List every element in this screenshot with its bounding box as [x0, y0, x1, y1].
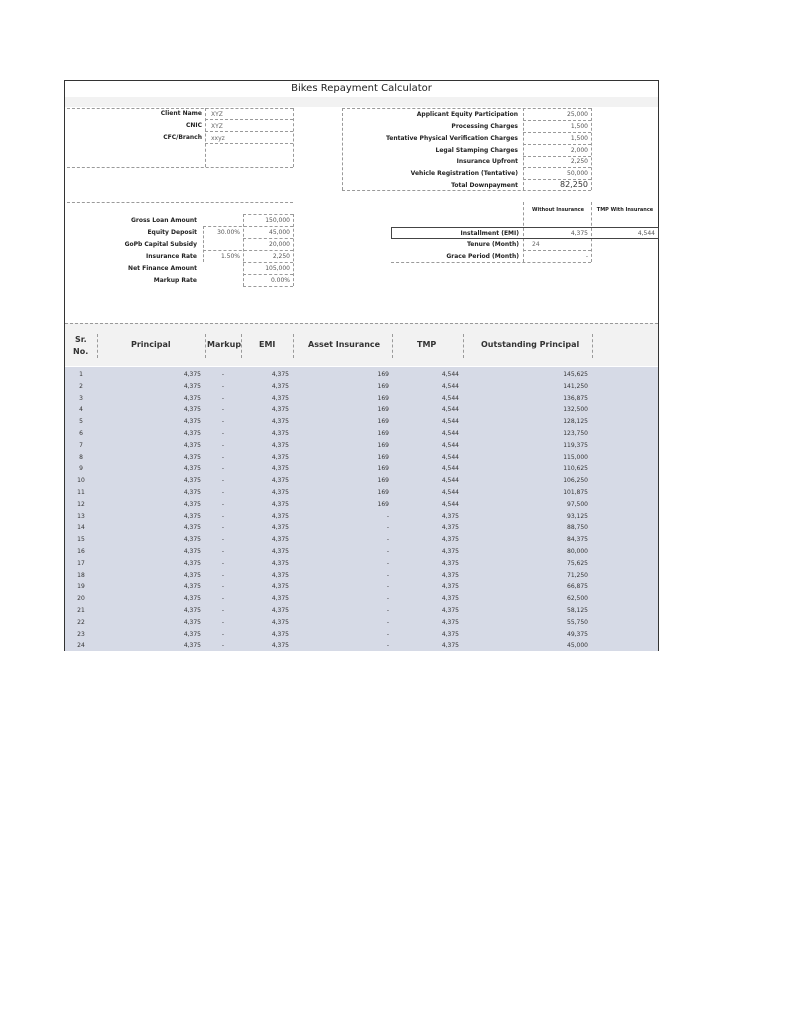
divider	[591, 108, 592, 190]
insurance-upfront-value: 2,250	[570, 158, 588, 165]
asset-insurance-cell: 169	[377, 382, 389, 390]
asset-insurance-header: Asset Insurance	[308, 340, 381, 349]
emi-cell: 4,375	[271, 394, 289, 402]
outstanding-principal-cell: 119,375	[563, 441, 588, 449]
sr-no-cell: 2	[79, 382, 83, 390]
markup-cell: -	[221, 477, 225, 485]
outstanding-principal-cell: 145,625	[563, 371, 588, 378]
title-band	[65, 97, 658, 107]
sr-no-cell: 15	[77, 536, 85, 544]
divider	[342, 190, 591, 191]
divider	[203, 226, 293, 227]
markup-cell: -	[221, 500, 225, 508]
divider	[205, 108, 206, 167]
tmp-cell: 4,544	[441, 489, 459, 496]
emi-label: Installment (EMI)	[460, 230, 519, 237]
net-finance-label: Net Finance Amount	[128, 265, 197, 272]
principal-cell: 4,375	[183, 465, 201, 473]
tmp-cell: 4,544	[441, 465, 459, 473]
principal-header: Principal	[131, 340, 171, 349]
emi-cell: 4,375	[271, 642, 289, 650]
principal-cell: 4,375	[183, 607, 201, 614]
markup-cell: -	[221, 618, 225, 626]
without-insurance-header: Without Insurance	[531, 207, 584, 213]
sr-no-cell: 14	[77, 524, 85, 532]
emi-cell: 4,375	[271, 382, 289, 390]
outstanding-principal-cell: 110,625	[563, 465, 588, 473]
sr-no-cell: 23	[77, 630, 85, 638]
markup-cell: -	[221, 406, 225, 414]
outstanding-principal-cell: 80,000	[567, 548, 588, 555]
asset-insurance-cell: -	[386, 595, 389, 603]
asset-insurance-cell: -	[386, 571, 389, 579]
table-row	[65, 383, 658, 395]
vehicle-registration-label: Vehicle Registration (Tentative)	[410, 170, 518, 177]
cfc-branch-label: CFC/Branch	[163, 134, 202, 141]
sr-header-line2: No.	[73, 347, 89, 356]
sr-no-cell: 16	[77, 548, 85, 555]
table-row	[65, 642, 658, 654]
emi-cell: 4,375	[271, 618, 289, 626]
grace-period-label: Grace Period (Month)	[446, 253, 519, 260]
schedule-header	[65, 323, 658, 366]
outstanding-principal-cell: 66,875	[567, 583, 588, 591]
divider	[523, 156, 591, 157]
emi-cell: 4,375	[271, 500, 289, 508]
asset-insurance-cell: -	[386, 607, 389, 614]
outstanding-principal-cell: 101,875	[563, 489, 588, 496]
principal-cell: 4,375	[183, 630, 201, 638]
cnic-label: CNIC	[185, 122, 202, 129]
markup-cell: -	[221, 607, 225, 614]
table-row	[65, 465, 658, 477]
sr-no-cell: 18	[77, 571, 85, 579]
principal-cell: 4,375	[183, 418, 201, 426]
principal-cell: 4,375	[183, 430, 201, 437]
markup-rate-label: Markup Rate	[153, 277, 197, 284]
emi-cell: 4,375	[271, 406, 289, 414]
legal-stamping-value: 2,000	[570, 147, 588, 154]
markup-header: Markup	[207, 340, 242, 349]
table-row	[65, 560, 658, 572]
divider	[243, 262, 293, 263]
principal-cell: 4,375	[183, 441, 201, 449]
grace-period-value[interactable]: -	[585, 253, 588, 260]
markup-cell: -	[221, 371, 225, 378]
markup-cell: -	[221, 548, 225, 555]
emi-cell: 4,375	[271, 441, 289, 449]
markup-cell: -	[221, 489, 225, 496]
principal-cell: 4,375	[183, 583, 201, 591]
table-row	[65, 607, 658, 619]
tmp-cell: 4,375	[441, 559, 459, 567]
emi-cell: 4,375	[271, 595, 289, 603]
outstanding-principal-cell: 75,625	[567, 559, 588, 567]
insurance-rate-value: 2,250	[272, 253, 290, 260]
outstanding-principal-cell: 55,750	[567, 618, 588, 626]
tmp-cell: 4,544	[441, 477, 459, 485]
tmp-cell: 4,544	[441, 430, 459, 437]
outstanding-header: Outstanding Principal	[481, 340, 580, 349]
divider	[342, 108, 343, 190]
emi-cell: 4,375	[271, 477, 289, 485]
schedule-table-body	[65, 367, 658, 651]
asset-insurance-cell: 169	[377, 441, 389, 449]
divider	[205, 119, 293, 120]
divider	[523, 144, 591, 145]
gross-loan-label: Gross Loan Amount	[130, 217, 197, 224]
principal-cell: 4,375	[183, 571, 201, 579]
divider	[205, 334, 206, 358]
divider	[293, 334, 294, 358]
table-row	[65, 395, 658, 407]
tmp-cell: 4,375	[441, 536, 459, 544]
tmp-cell: 4,544	[441, 441, 459, 449]
outstanding-principal-cell: 84,375	[567, 536, 588, 544]
markup-cell: -	[221, 418, 225, 426]
asset-insurance-cell: -	[386, 548, 389, 555]
processing-charges-label: Processing Charges	[451, 123, 518, 130]
sr-no-cell: 8	[79, 453, 83, 461]
tenure-value[interactable]: 24	[532, 241, 540, 248]
emi-cell: 4,375	[271, 465, 289, 473]
markup-cell: -	[221, 595, 225, 603]
asset-insurance-cell: 169	[377, 489, 389, 496]
emi-cell: 4,375	[271, 453, 289, 461]
asset-insurance-cell: -	[386, 642, 389, 650]
table-row	[65, 501, 658, 513]
sr-no-cell: 20	[77, 595, 85, 603]
markup-rate-value[interactable]: 0.00%	[270, 277, 290, 284]
table-row	[65, 513, 658, 525]
markup-cell: -	[221, 465, 225, 473]
table-row	[65, 430, 658, 442]
gopb-subsidy-value: 20,000	[269, 241, 290, 248]
divider	[203, 250, 293, 251]
emi-cell: 4,375	[271, 630, 289, 638]
vehicle-registration-value: 50,000	[567, 170, 588, 177]
principal-cell: 4,375	[183, 406, 201, 414]
markup-cell: -	[221, 430, 225, 437]
sr-no-cell: 3	[79, 394, 83, 402]
asset-insurance-cell: 169	[377, 430, 389, 437]
asset-insurance-cell: 169	[377, 394, 389, 402]
table-row	[65, 371, 658, 383]
principal-cell: 4,375	[183, 642, 201, 650]
asset-insurance-cell: 169	[377, 371, 389, 378]
divider	[342, 108, 591, 109]
emi-cell: 4,375	[271, 559, 289, 567]
cfc-branch-value[interactable]: xxyz	[211, 135, 225, 142]
divider	[293, 214, 294, 286]
divider	[523, 120, 591, 121]
markup-cell: -	[221, 524, 225, 532]
markup-cell: -	[221, 583, 225, 591]
divider	[592, 334, 593, 358]
outstanding-principal-cell: 132,500	[563, 406, 588, 414]
divider	[243, 214, 293, 215]
principal-cell: 4,375	[183, 500, 201, 508]
tmp-cell: 4,544	[441, 406, 459, 414]
sr-no-cell: 13	[77, 512, 85, 520]
insurance-upfront-label: Insurance Upfront	[456, 158, 518, 165]
principal-cell: 4,375	[183, 559, 201, 567]
outstanding-principal-cell: 62,500	[567, 595, 588, 603]
sr-no-cell: 10	[77, 477, 85, 485]
tmp-cell: 4,375	[441, 630, 459, 638]
processing-charges-value: 1,500	[570, 123, 588, 130]
principal-cell: 4,375	[183, 477, 201, 485]
emi-with-value: 4,544	[637, 230, 655, 237]
divider	[243, 238, 293, 239]
equity-participation-label: Applicant Equity Participation	[416, 111, 518, 118]
insurance-rate-label: Insurance Rate	[146, 253, 197, 260]
equity-deposit-label: Equity Deposit	[147, 229, 197, 236]
table-row	[65, 583, 658, 595]
divider	[523, 167, 591, 168]
sr-no-cell: 5	[79, 418, 83, 426]
tmp-cell: 4,544	[441, 453, 459, 461]
outstanding-principal-cell: 97,500	[567, 500, 588, 508]
asset-insurance-cell: 169	[377, 406, 389, 414]
table-row	[65, 406, 658, 418]
sr-header-line1: Sr.	[75, 335, 87, 344]
sr-no-cell: 21	[77, 607, 85, 614]
tmp-cell: 4,375	[441, 607, 459, 614]
table-row	[65, 572, 658, 584]
tmp-cell: 4,375	[441, 618, 459, 626]
markup-cell: -	[221, 536, 225, 544]
outstanding-principal-cell: 128,125	[563, 418, 588, 426]
principal-cell: 4,375	[183, 382, 201, 390]
tmp-cell: 4,544	[441, 500, 459, 508]
outstanding-principal-cell: 49,375	[567, 630, 588, 638]
principal-cell: 4,375	[183, 536, 201, 544]
insurance-rate-pct[interactable]: 1.50%	[220, 253, 240, 260]
tmp-cell: 4,544	[441, 394, 459, 402]
table-row	[65, 489, 658, 501]
emi-cell: 4,375	[271, 489, 289, 496]
verification-charges-label: Tentative Physical Verification Charges	[386, 135, 518, 142]
table-row	[65, 536, 658, 548]
table-row	[65, 418, 658, 430]
equity-participation-value: 25,000	[567, 111, 588, 118]
divider	[243, 274, 293, 275]
principal-cell: 4,375	[183, 618, 201, 626]
table-row	[65, 631, 658, 643]
tmp-cell: 4,375	[441, 583, 459, 591]
cnic-value[interactable]: XYZ	[211, 123, 223, 130]
asset-insurance-cell: -	[386, 618, 389, 626]
outstanding-principal-cell: 93,125	[567, 512, 588, 520]
divider	[67, 202, 293, 203]
outstanding-principal-cell: 71,250	[567, 571, 588, 579]
tmp-cell: 4,544	[441, 418, 459, 426]
tmp-cell: 4,375	[441, 512, 459, 520]
sr-no-cell: 4	[79, 406, 83, 414]
asset-insurance-cell: -	[386, 630, 389, 638]
divider	[243, 286, 293, 287]
table-row	[65, 442, 658, 454]
principal-cell: 4,375	[183, 512, 201, 520]
divider	[463, 334, 464, 358]
markup-cell: -	[221, 394, 225, 402]
total-downpayment-label: Total Downpayment	[451, 182, 518, 189]
asset-insurance-cell: 169	[377, 500, 389, 508]
sr-no-cell: 7	[79, 441, 83, 449]
asset-insurance-cell: -	[386, 524, 389, 532]
emi-cell: 4,375	[271, 548, 289, 555]
divider	[293, 108, 294, 167]
page-title: Bikes Repayment Calculator	[291, 83, 432, 94]
tmp-cell: 4,375	[441, 571, 459, 579]
total-downpayment-value: 82,250	[560, 180, 588, 189]
asset-insurance-cell: 169	[377, 477, 389, 485]
outstanding-principal-cell: 136,875	[563, 394, 588, 402]
principal-cell: 4,375	[183, 453, 201, 461]
sr-no-cell: 12	[77, 500, 85, 508]
divider	[205, 143, 293, 144]
markup-cell: -	[221, 441, 225, 449]
table-row	[65, 454, 658, 466]
equity-deposit-pct[interactable]: 30.00%	[217, 229, 240, 236]
tmp-cell: 4,544	[441, 371, 459, 378]
principal-cell: 4,375	[183, 595, 201, 603]
calculator-sheet	[64, 80, 659, 651]
tenure-label: Tenure (Month)	[466, 241, 519, 248]
tmp-cell: 4,375	[441, 548, 459, 555]
divider	[97, 334, 98, 358]
table-row	[65, 619, 658, 631]
divider	[523, 132, 591, 133]
tmp-cell: 4,375	[441, 524, 459, 532]
principal-cell: 4,375	[183, 489, 201, 496]
markup-cell: -	[221, 512, 225, 520]
sr-no-cell: 9	[79, 465, 83, 473]
table-row	[65, 524, 658, 536]
divider	[205, 131, 293, 132]
asset-insurance-cell: -	[386, 512, 389, 520]
asset-insurance-cell: -	[386, 536, 389, 544]
emi-cell: 4,375	[271, 524, 289, 532]
emi-header: EMI	[259, 340, 276, 349]
sr-no-cell: 24	[77, 642, 85, 650]
sr-no-cell: 22	[77, 618, 85, 626]
emi-cell: 4,375	[271, 571, 289, 579]
principal-cell: 4,375	[183, 394, 201, 402]
emi-cell: 4,375	[271, 430, 289, 437]
divider	[67, 108, 293, 109]
markup-cell: -	[221, 559, 225, 567]
outstanding-principal-cell: 106,250	[563, 477, 588, 485]
tmp-cell: 4,375	[441, 595, 459, 603]
markup-cell: -	[221, 453, 225, 461]
emi-cell: 4,375	[271, 607, 289, 614]
divider	[392, 334, 393, 358]
asset-insurance-cell: 169	[377, 465, 389, 473]
client-name-label: Client Name	[160, 110, 202, 117]
gopb-subsidy-label: GoPb Capital Subsidy	[124, 241, 197, 248]
gross-loan-value: 150,000	[265, 217, 290, 224]
asset-insurance-cell: 169	[377, 418, 389, 426]
principal-cell: 4,375	[183, 548, 201, 555]
outstanding-principal-cell: 45,000	[567, 642, 588, 650]
sr-no-cell: 19	[77, 583, 85, 591]
divider	[67, 167, 293, 168]
outstanding-principal-cell: 88,750	[567, 524, 588, 532]
markup-cell: -	[221, 571, 225, 579]
asset-insurance-cell: 169	[377, 453, 389, 461]
emi-cell: 4,375	[271, 536, 289, 544]
verification-charges-value: 1,500	[570, 135, 588, 142]
sr-no-cell: 1	[79, 371, 83, 378]
outstanding-principal-cell: 123,750	[563, 430, 588, 437]
tmp-cell: 4,544	[441, 382, 459, 390]
client-name-value[interactable]: XYZ	[211, 111, 223, 118]
sr-no-cell: 17	[77, 559, 85, 567]
outstanding-principal-cell: 141,250	[563, 382, 588, 390]
emi-cell: 4,375	[271, 583, 289, 591]
equity-deposit-value: 45,000	[269, 229, 290, 236]
markup-cell: -	[221, 382, 225, 390]
emi-without-value: 4,375	[570, 230, 588, 237]
asset-insurance-cell: -	[386, 559, 389, 567]
markup-cell: -	[221, 630, 225, 638]
with-insurance-header: TMP With Insurance	[596, 207, 654, 213]
table-row	[65, 477, 658, 489]
legal-stamping-label: Legal Stamping Charges	[435, 147, 518, 154]
emi-cell: 4,375	[271, 418, 289, 426]
divider	[523, 250, 591, 251]
markup-cell: -	[221, 642, 225, 650]
tmp-header: TMP	[417, 340, 437, 349]
outstanding-principal-cell: 115,000	[563, 453, 588, 461]
emi-cell: 4,375	[271, 371, 289, 378]
sr-no-cell: 11	[77, 489, 85, 496]
outstanding-principal-cell: 58,125	[567, 607, 588, 614]
sr-no-cell: 6	[79, 430, 83, 437]
tmp-cell: 4,375	[441, 642, 459, 650]
emi-cell: 4,375	[271, 512, 289, 520]
net-finance-value: 105,000	[265, 265, 290, 272]
principal-cell: 4,375	[183, 524, 201, 532]
divider	[241, 334, 242, 358]
divider	[391, 262, 591, 263]
table-row	[65, 595, 658, 607]
principal-cell: 4,375	[183, 371, 201, 378]
divider	[203, 226, 204, 262]
asset-insurance-cell: -	[386, 583, 389, 591]
table-row	[65, 548, 658, 560]
